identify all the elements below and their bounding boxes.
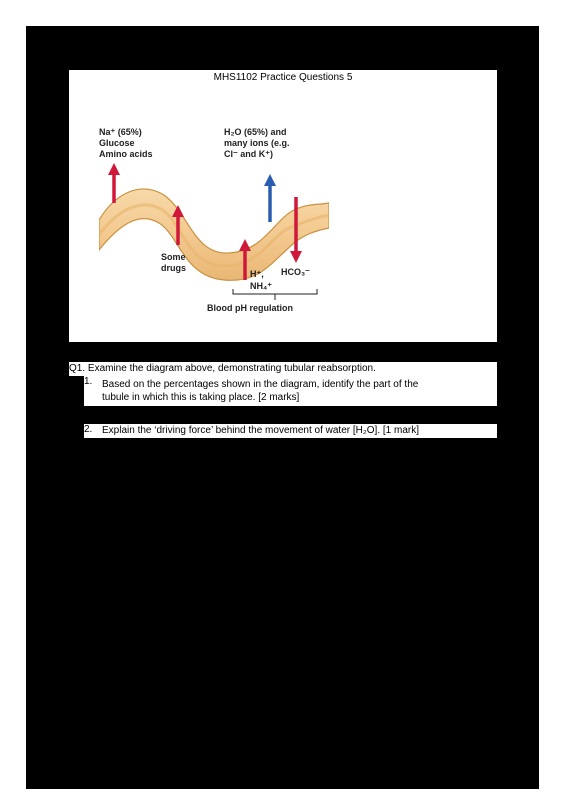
arrowhead-h-nh4	[239, 239, 251, 251]
label-hco3: HCO₃⁻	[281, 267, 310, 277]
item-number: 2.	[84, 424, 93, 435]
label-amino-acids: Amino acids	[99, 149, 153, 159]
item-text-line-1: Based on the percentages shown in the diagram, identify the part of the	[102, 379, 419, 390]
label-drugs: drugs	[161, 263, 187, 273]
tubular-reabsorption-diagram	[99, 125, 329, 320]
item-text-line-2: tubule in which this is taking place. [2 marks]	[102, 391, 300, 403]
figure-panel	[69, 70, 497, 342]
item-number: 1.	[84, 376, 93, 387]
label-water: H₂O (65%) and	[224, 127, 287, 137]
label-h-ion: H⁺,	[250, 269, 264, 279]
arrowhead-hco3	[290, 251, 302, 263]
question-item-1	[84, 376, 497, 406]
label-many-ions: many ions (e.g.	[224, 138, 290, 148]
question-section	[69, 362, 497, 438]
item-text	[102, 379, 492, 404]
label-nh4: NH₄⁺	[250, 281, 273, 291]
label-some: Some	[161, 252, 186, 262]
item-text: Explain the ‘driving force’ behind the movement of water [H₂O]. [1 mark]	[102, 425, 419, 436]
arrowhead-na-glucose	[108, 163, 120, 175]
label-blood-ph: Blood pH regulation	[207, 303, 293, 313]
question-1-text: Q1. Examine the diagram above, demonstrating tubular reabsorption.	[69, 362, 497, 376]
document-title: MHS1102 Practice Questions 5	[213, 72, 353, 83]
label-cl-k: Cl⁻ and K⁺)	[224, 149, 273, 159]
ph-bracket	[233, 289, 317, 300]
label-na: Na⁺ (65%)	[99, 127, 142, 137]
arrowhead-water	[264, 174, 276, 186]
label-glucose: Glucose	[99, 138, 135, 148]
question-item-2	[84, 424, 497, 438]
